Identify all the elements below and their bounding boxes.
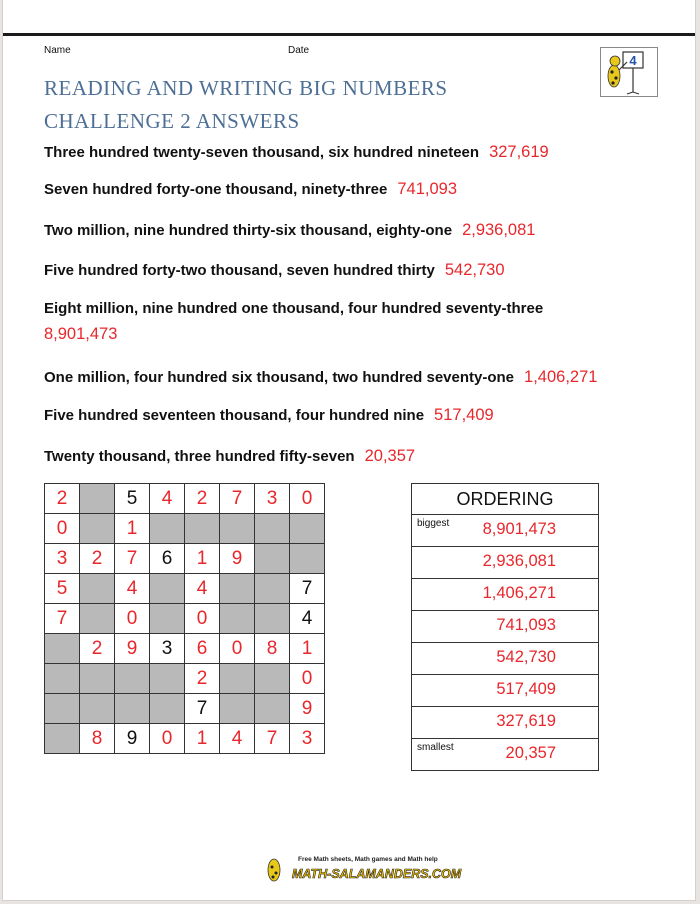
ordering-row: [412, 579, 598, 611]
shaded-cell: [150, 574, 185, 604]
digit-cell: 1: [115, 514, 150, 544]
shaded-cell: [45, 664, 80, 694]
answer-4: 542,730: [444, 261, 505, 279]
shaded-cell: [220, 694, 255, 724]
answer-5: 8,901,473: [44, 325, 118, 343]
ordering-value: 542,730: [496, 648, 556, 666]
footer-logo: [262, 850, 462, 884]
grid-row: [45, 604, 325, 634]
digit-cell: 8: [80, 724, 115, 754]
grid-row: [45, 724, 325, 754]
ordering-value: 8,901,473: [482, 520, 556, 538]
digit-cell: 4: [185, 574, 220, 604]
ordering-title: ORDERING: [412, 484, 598, 515]
digit-cell: 2: [185, 484, 220, 514]
shaded-cell: [45, 694, 80, 724]
digit-cell: 0: [290, 484, 325, 514]
ordering-row: [412, 611, 598, 643]
digit-cell: 1: [290, 634, 325, 664]
shaded-cell: [45, 724, 80, 754]
shaded-cell: [150, 604, 185, 634]
grid-row: [45, 574, 325, 604]
ordering-row: [412, 739, 598, 770]
shaded-cell: [80, 694, 115, 724]
ordering-row: [412, 515, 598, 547]
digit-cell: 3: [45, 544, 80, 574]
shaded-cell: [80, 664, 115, 694]
shaded-cell: [255, 514, 290, 544]
shaded-cell: [80, 514, 115, 544]
shaded-cell: [45, 634, 80, 664]
question-8: Twenty thousand, three hundred fifty-seven 20,357: [44, 447, 416, 465]
grid-row: [45, 544, 325, 574]
question-1: Three hundred twenty-seven thousand, six hundred nineteen 327,619: [44, 143, 549, 161]
digit-cell: 9: [115, 724, 150, 754]
digit-cell: 4: [150, 484, 185, 514]
page-title: READING AND WRITING BIG NUMBERS: [44, 76, 448, 100]
digit-cell: 2: [80, 634, 115, 664]
date-label: Date: [288, 45, 310, 56]
ordering-value: 741,093: [496, 616, 556, 634]
digit-cell: 5: [115, 484, 150, 514]
grid-row: [45, 484, 325, 514]
ordering-row: [412, 547, 598, 579]
digit-cell: 9: [115, 634, 150, 664]
ordering-row: [412, 707, 598, 739]
digit-cell: 4: [220, 724, 255, 754]
digit-cell: 9: [220, 544, 255, 574]
shaded-cell: [220, 664, 255, 694]
digit-cell: 7: [115, 544, 150, 574]
smallest-label: smallest: [417, 742, 454, 753]
digit-cell: 2: [185, 664, 220, 694]
digit-cell: 7: [255, 724, 290, 754]
shaded-cell: [255, 544, 290, 574]
digit-cell: 7: [185, 694, 220, 724]
digit-cell: 1: [185, 544, 220, 574]
number-crossword-grid: [44, 483, 325, 754]
answer-3: 2,936,081: [462, 221, 536, 239]
answer-7: 517,409: [434, 406, 494, 424]
digit-cell: 8: [255, 634, 290, 664]
grid-row: [45, 664, 325, 694]
digit-cell: 7: [220, 484, 255, 514]
digit-cell: 2: [45, 484, 80, 514]
digit-cell: 0: [220, 634, 255, 664]
ordering-value: 517,409: [496, 680, 556, 698]
digit-cell: 3: [290, 724, 325, 754]
digit-cell: 4: [290, 604, 325, 634]
question-4: Five hundred forty-two thousand, seven hundred thirty 542,730: [44, 261, 505, 279]
digit-cell: 5: [45, 574, 80, 604]
answer-2: 741,093: [397, 180, 458, 198]
digit-cell: 3: [255, 484, 290, 514]
digit-cell: 0: [185, 604, 220, 634]
question-3: Two million, nine hundred thirty-six thousand, eighty-one 2,936,081: [44, 221, 536, 239]
ordering-value: 2,936,081: [482, 552, 556, 570]
digit-cell: 7: [45, 604, 80, 634]
shaded-cell: [150, 664, 185, 694]
shaded-cell: [255, 694, 290, 724]
name-label: Name: [44, 45, 71, 56]
ordering-value: 327,619: [496, 712, 556, 730]
shaded-cell: [290, 514, 325, 544]
grade-logo: [600, 47, 658, 97]
digit-cell: 7: [290, 574, 325, 604]
ordering-row: [412, 643, 598, 675]
question-7: Five hundred seventeen thousand, four hundred nine 517,409: [44, 406, 494, 424]
question-2: Seven hundred forty-one thousand, ninety-three 741,093: [44, 180, 458, 198]
shaded-cell: [150, 694, 185, 724]
digit-cell: 0: [150, 724, 185, 754]
digit-cell: 6: [185, 634, 220, 664]
biggest-label: biggest: [417, 518, 450, 529]
shaded-cell: [255, 664, 290, 694]
shaded-cell: [185, 514, 220, 544]
answer-6: 1,406,271: [524, 368, 598, 386]
question-5: Eight million, nine hundred one thousand, four hundred seventy-three: [44, 300, 544, 317]
shaded-cell: [80, 484, 115, 514]
digit-cell: 0: [115, 604, 150, 634]
shaded-cell: [220, 574, 255, 604]
answer-8: 20,357: [364, 447, 416, 465]
footer-site: MATH-SALAMANDERS.COM: [292, 867, 462, 881]
shaded-cell: [220, 604, 255, 634]
digit-cell: 4: [115, 574, 150, 604]
digit-cell: 2: [80, 544, 115, 574]
digit-cell: 6: [150, 544, 185, 574]
grade-number: 4: [629, 53, 637, 68]
ordering-box: [411, 483, 599, 771]
question-6: One million, four hundred six thousand, two hundred seventy-one 1,406,271: [44, 368, 598, 386]
grid-row: [45, 694, 325, 724]
footer-tagline: Free Math sheets, Math games and Math help: [298, 856, 438, 863]
ordering-value: 1,406,271: [482, 584, 556, 602]
ordering-value: 20,357: [505, 744, 556, 762]
digit-cell: 0: [290, 664, 325, 694]
digit-cell: 3: [150, 634, 185, 664]
shaded-cell: [255, 604, 290, 634]
shaded-cell: [80, 574, 115, 604]
shaded-cell: [290, 544, 325, 574]
grid-row: [45, 634, 325, 664]
shaded-cell: [255, 574, 290, 604]
digit-cell: 0: [45, 514, 80, 544]
grid-row: [45, 514, 325, 544]
shaded-cell: [80, 604, 115, 634]
shaded-cell: [115, 694, 150, 724]
shaded-cell: [220, 514, 255, 544]
ordering-row: [412, 675, 598, 707]
digit-cell: 9: [290, 694, 325, 724]
shaded-cell: [115, 664, 150, 694]
page-subtitle: CHALLENGE 2 ANSWERS: [44, 109, 300, 133]
salamander-teacher-icon: [601, 48, 657, 96]
answer-1: 327,619: [489, 143, 549, 161]
digit-cell: 1: [185, 724, 220, 754]
shaded-cell: [150, 514, 185, 544]
top-rule: [3, 33, 695, 36]
